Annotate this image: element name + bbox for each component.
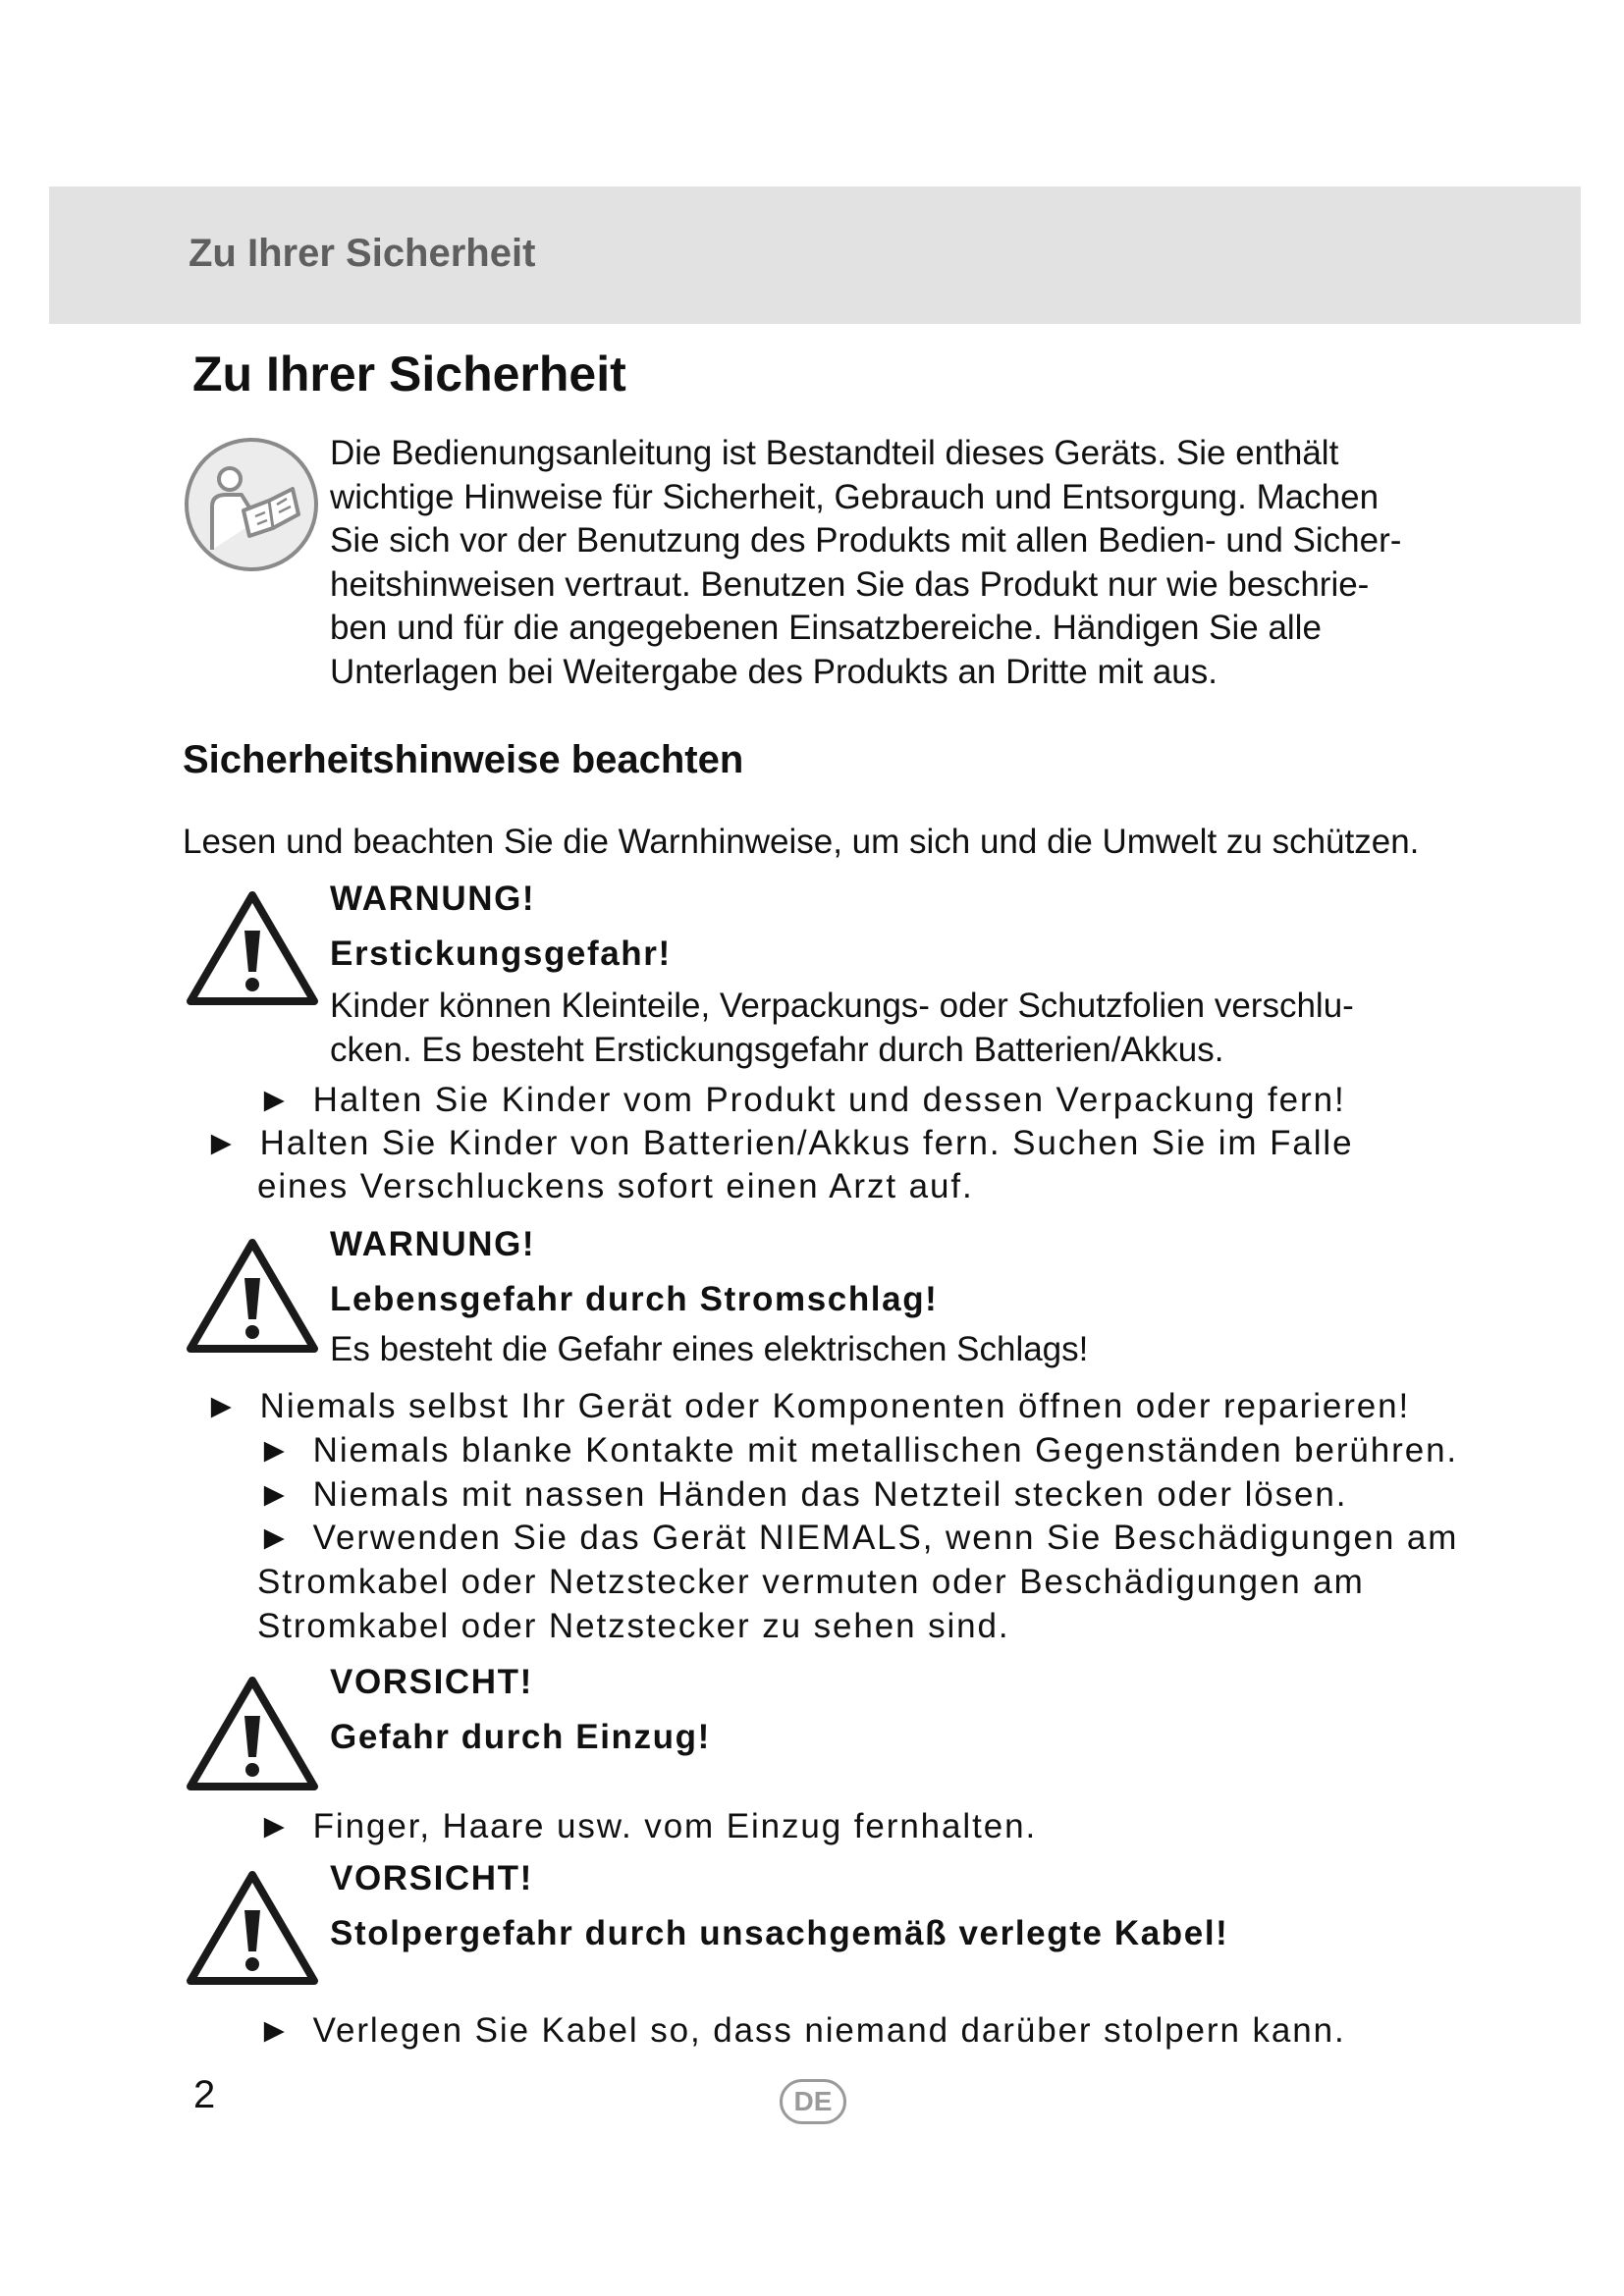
bullet-continuation: Stromkabel oder Netzstecker vermuten oder Beschädigungen am <box>257 1563 1365 1601</box>
bullet-item <box>257 2008 1346 2053</box>
bullet-arrow-icon: ► <box>204 1387 239 1425</box>
bullet-continuation: eines Verschluckens sofort einen Arzt auf. <box>257 1167 974 1205</box>
warning-hazard: Erstickungsgefahr! <box>330 934 672 973</box>
page-number: 2 <box>193 2073 216 2116</box>
caution-hazard: Stolpergefahr durch unsachgemäß verlegte Kabel! <box>330 1914 1229 1952</box>
warning-level: WARNUNG! <box>330 880 536 918</box>
description-line: Kinder können Kleinteile, Verpackungs- oder Schutzfolien verschlu- <box>330 987 1354 1025</box>
bullet-item <box>204 1121 1353 1165</box>
warning-triangle-icon <box>185 1237 320 1357</box>
intro-line: Sie sich vor der Benutzung des Produkts mit allen Bedien- und Sicher- <box>330 521 1402 560</box>
section-lead: Lesen und beachten Sie die Warnhinweise, um sich und die Umwelt zu schützen. <box>183 823 1420 861</box>
section-title: Sicherheitshinweise beachten <box>183 738 744 781</box>
warning-triangle-icon <box>185 1869 320 1989</box>
bullet-text: Finger, Haare usw. vom Einzug fernhalten. <box>312 1807 1038 1845</box>
bullet-item <box>257 1428 1458 1472</box>
intro-line: ben und für die angegebenen Einsatzbereiche. Händigen Sie alle <box>330 609 1322 647</box>
bullet-text: Halten Sie Kinder von Batterien/Akkus fern. Suchen Sie im Falle <box>259 1124 1354 1162</box>
intro-line: Die Bedienungsanleitung ist Bestandteil dieses Geräts. Sie enthält <box>330 434 1339 472</box>
warning-description <box>330 1327 1088 1371</box>
intro-paragraph <box>330 432 1489 694</box>
bullet-item <box>204 1384 1410 1428</box>
bullet-text: Niemals selbst Ihr Gerät oder Komponenten öffnen oder reparieren! <box>259 1387 1411 1425</box>
bullet-item <box>257 1472 1347 1517</box>
warning-level: WARNUNG! <box>330 1225 536 1263</box>
bullet-text: Halten Sie Kinder vom Produkt und dessen Verpackung fern! <box>312 1081 1346 1119</box>
bullet-text: Niemals mit nassen Händen das Netzteil stecken oder lösen. <box>312 1475 1348 1514</box>
caution-level: VORSICHT! <box>330 1859 533 1897</box>
bullet-text: Verlegen Sie Kabel so, dass niemand darüber stolpern kann. <box>312 2011 1346 2050</box>
bullet-item <box>257 1078 1346 1122</box>
bullet-arrow-icon: ► <box>257 1807 292 1845</box>
bullet-arrow-icon: ► <box>257 2011 292 2050</box>
caution-level: VORSICHT! <box>330 1663 533 1701</box>
bullet-item <box>257 1804 1037 1848</box>
bullet-item <box>257 1516 1458 1560</box>
intro-line: heitshinweisen vertraut. Benutzen Sie das Produkt nur wie beschrie- <box>330 564 1370 604</box>
page-title: Zu Ihrer Sicherheit <box>192 347 626 401</box>
warning-triangle-icon <box>185 1675 320 1794</box>
bullet-arrow-icon: ► <box>257 1431 292 1469</box>
bullet-continuation: Stromkabel oder Netzstecker zu sehen sind. <box>257 1607 1010 1645</box>
warning-description <box>330 984 1354 1072</box>
intro-line: wichtige Hinweise für Sicherheit, Gebrauch und Entsorgung. Machen <box>330 477 1380 516</box>
band-title: Zu Ihrer Sicherheit <box>189 232 536 275</box>
description-line: Es besteht die Gefahr eines elektrischen Schlags! <box>330 1330 1089 1368</box>
warning-triangle-icon <box>185 889 320 1009</box>
bullet-arrow-icon: ► <box>257 1475 292 1514</box>
read-manual-icon <box>183 436 320 573</box>
bullet-arrow-icon: ► <box>204 1124 239 1162</box>
description-line: cken. Es besteht Erstickungsgefahr durch Batterien/Akkus. <box>330 1031 1224 1069</box>
bullet-text: Verwenden Sie das Gerät NIEMALS, wenn Sie Beschädigungen am <box>312 1519 1459 1557</box>
bullet-arrow-icon: ► <box>257 1519 292 1557</box>
bullet-text: Niemals blanke Kontakte mit metallischen Gegenständen berühren. <box>312 1431 1459 1469</box>
language-badge: DE <box>780 2079 846 2124</box>
bullet-arrow-icon: ► <box>257 1081 292 1119</box>
caution-hazard: Gefahr durch Einzug! <box>330 1718 711 1756</box>
header-band <box>49 187 1581 324</box>
warning-hazard: Lebensgefahr durch Stromschlag! <box>330 1280 939 1318</box>
intro-line: Unterlagen bei Weitergabe des Produkts an Dritte mit aus. <box>330 652 1218 691</box>
